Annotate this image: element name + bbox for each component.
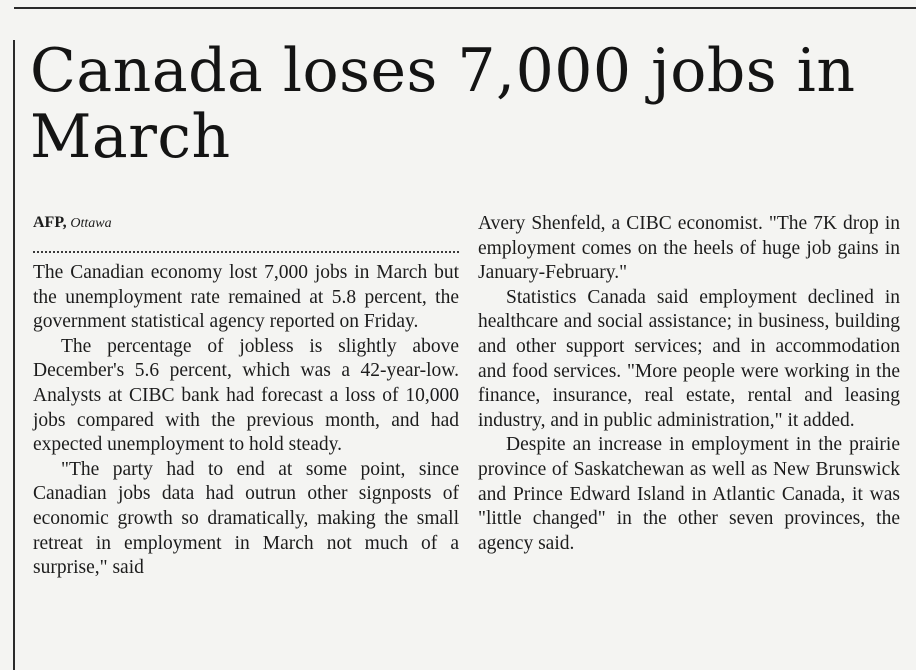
left-border-rule	[13, 40, 15, 670]
top-border-rule	[14, 7, 916, 9]
article-paragraph: Avery Shenfeld, a CIBC economist. "The 7K drop in employment comes on the heels of huge job gains in January-February."	[478, 213, 900, 284]
article-headline: Canada loses 7,000 jobs in March	[30, 36, 856, 172]
article-column-left	[33, 261, 459, 581]
article-paragraph: Statistics Canada said employment declined in healthcare and social assistance; in business, building and other support services; and in accommodation and food services. "More people were working in the finance, insurance, real estate, rental and leasing industry, and in public administration," it added.	[478, 286, 900, 431]
article-paragraph: Despite an increase in employment in the prairie province of Saskatchewan as well as New Brunswick and Prince Edward Island in Atlantic Canada, it was "little changed" in the other seven provinces, the agency said.	[478, 434, 900, 554]
article-column-right	[478, 212, 900, 556]
byline-agency: AFP,	[33, 214, 67, 231]
article-paragraph: "The party had to end at some point, since Canadian jobs data had outrun other signposts of economic growth so dramatically, making the small retreat in employment in March not much of a surprise," said	[33, 458, 459, 579]
byline	[33, 212, 112, 235]
byline-divider	[33, 251, 459, 253]
article-paragraph: The percentage of jobless is slightly above December's 5.6 percent, which was a 42-year-low. Analysts at CIBC bank had forecast a loss of 10,000 jobs compared with the previous month, and had expected unemployment to hold steady.	[33, 335, 459, 456]
article-paragraph: The Canadian economy lost 7,000 jobs in March but the unemployment rate remained at 5.8 percent, the government statistical agency reported on Friday.	[33, 262, 459, 333]
byline-place: Ottawa	[70, 216, 112, 231]
